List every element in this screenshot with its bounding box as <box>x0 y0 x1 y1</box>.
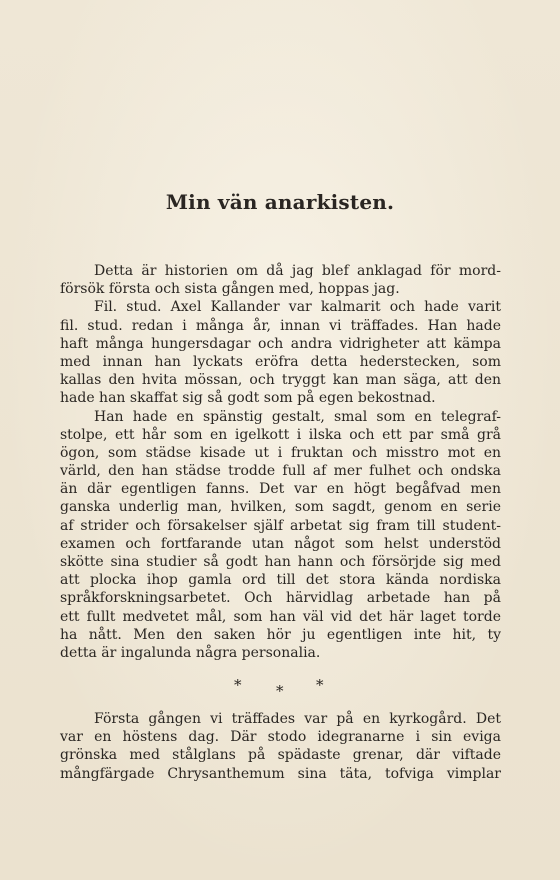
separator-asterisk: * <box>316 676 324 694</box>
separator-asterisk: * <box>234 676 242 694</box>
text-line: med innan han lyckats eröfra detta hederstecken, som <box>60 353 501 370</box>
text-line: Detta är historien om då jag blef anklagad för mord- <box>94 263 501 279</box>
text-line: ganska underlig man, hvilken, som sagdt, genom en serie <box>60 499 501 516</box>
separator-asterisk: * <box>276 682 284 700</box>
text-line: ögon, som städse kisade ut i fruktan och misstro mot en <box>60 444 501 461</box>
text-line: värld, den han städse trodde full af mer fulhet och ondska <box>60 463 501 480</box>
section-2-text <box>60 710 501 783</box>
text-line: kallas den hvita mössan, och tryggt kan man säga, att den <box>60 372 501 389</box>
text-line: stolpe, ett hår som en igelkott i ilska och ett par små grå <box>60 426 501 443</box>
text-line: att plocka ihop gamla ord till det stora kända nordiska <box>60 572 501 589</box>
section-1-text <box>60 262 501 662</box>
text-line: Fil. stud. Axel Kallander var kalmarit och hade varit <box>94 299 501 316</box>
text-line: var en höstens dag. Där stodo idegranarne i sin eviga <box>60 729 501 746</box>
text-line: af strider och försakelser själf arbetat sig fram till student- <box>60 517 501 534</box>
text-line: haft många hungersdagar och andra vidrigheter att kämpa <box>60 335 501 352</box>
chapter-title: Min vän anarkisten. <box>165 190 395 214</box>
text-line: examen och fortfarande utan något som helst understöd <box>60 535 501 552</box>
text-line: mångfärgade Chrysanthemum sina täta, tofviga vimplar <box>60 765 501 782</box>
text-line: hade han skaffat sig så godt som på egen bekostnad. <box>60 390 436 407</box>
text-line: än där egentligen fanns. Det var en högt begåfvad men <box>60 481 501 498</box>
text-line: Första gången vi träffades var på en kyrkogård. Det <box>94 711 501 727</box>
text-line: skötte sina studier så godt han hann och försörjde sig med <box>60 554 501 570</box>
text-line: grönska med stålglans på spädaste grenar, där viftade <box>60 747 501 764</box>
section-separator <box>0 676 560 700</box>
text-line: Han hade en spänstig gestalt, smal som en telegraf- <box>94 408 501 425</box>
text-line: ha nått. Men den saken hör ju egentligen inte hit, ty <box>60 626 501 643</box>
text-line: försök första och sista gången med, hoppas jag. <box>60 281 400 298</box>
text-line: fil. stud. redan i många år, innan vi träffades. Han hade <box>60 317 501 334</box>
text-line: ett fullt medvetet mål, som han väl vid det här laget torde <box>60 608 501 625</box>
text-line: detta är ingalunda några personalia. <box>60 644 321 661</box>
text-line: språkforskningsarbetet. Och härvidlag arbetade han på <box>60 590 501 607</box>
